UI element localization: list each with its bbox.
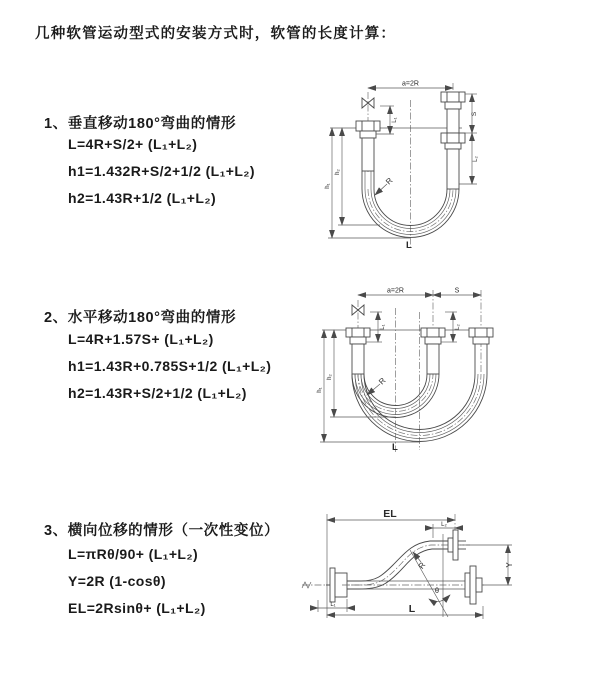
page-title: 几种软管运动型式的安装方式时，软管的长度计算： [35,26,397,42]
radius-leader [375,176,395,195]
dim-label-a2r: a=2R [402,80,419,88]
left-fitting [356,121,380,171]
right-fitting [441,92,465,189]
radius-label: R [377,376,388,387]
section-2-formula-h1: h1=1.43R+0.785S+1/2 (L₁+L₂) [68,358,272,374]
middle-fitting [421,328,445,374]
dimension-h1-h2 [317,330,420,442]
radius-label: R [416,560,428,571]
diagram-2-horizontal-bend [310,282,598,460]
dim-label-l1: L₁ [330,602,336,608]
section-3-heading: 3、横向位移的情形（一次性变位） [44,523,280,539]
section-2-heading: 2、水平移动180°弯曲的情形 [44,310,237,326]
section-2-formula-l: L=4R+1.57S+ (L₁+L₂) [68,331,214,347]
length-label: L [392,442,398,453]
dim-label-h1: h₁ [317,387,323,393]
dim-label-l1: L₁ [392,117,398,123]
section-1-heading: 1、垂直移动180°弯曲的情形 [44,116,237,132]
braided-hose-section [447,149,459,189]
radius-leader [413,552,427,571]
dim-label-l2: L₂ [473,156,479,162]
radius-label: R [384,176,395,187]
dim-label-s: S [454,287,460,295]
radius-leader [367,376,388,395]
dimension-l [327,603,483,619]
right-flange [465,566,482,604]
left-fitting [346,328,370,374]
dim-label-a2r: a=2R [387,287,404,295]
dim-label-y: Y [505,562,514,568]
dim-label-l2: L₂ [455,324,461,330]
diagram-3-lateral-displacement [300,498,600,673]
section-2-formula-h2: h2=1.43R+S/2+1/2 (L₁+L₂) [68,385,247,401]
braided-hose-section [352,344,364,374]
section-1-formula-h2: h2=1.43R+1/2 (L₁+L₂) [68,190,217,206]
length-label: L [406,240,412,251]
section-1-formula-l: L=4R+S/2+ (L₁+L₂) [68,136,198,152]
dimension-l1 [366,312,386,342]
centerlines [358,287,481,452]
dim-label-l1: L₁ [380,324,386,330]
dimension-a2r [368,81,453,89]
dimension-a2r [358,288,433,296]
braided-hose-section [427,344,439,374]
angle-label: θ [434,586,440,595]
section-3-formula-y: Y=2R (1-cosθ) [68,573,166,589]
dim-label-el: EL [383,508,397,520]
length-label: L [408,603,416,615]
section-1-formula-h1: h1=1.432R+S/2+1/2 (L₁+L₂) [68,163,255,179]
dim-label-h2: h₂ [335,169,341,175]
dim-label-h1: h₁ [325,183,331,189]
section-3-formula-l: L=πRθ/90+ (L₁+L₂) [68,546,199,562]
angle-construction [410,534,450,617]
dimension-s [433,288,481,296]
dim-label-s: S [471,111,478,117]
break-mark [302,582,311,588]
braided-hose-section [362,138,374,171]
dimension-l2 [441,312,461,342]
section-3-formula-el: EL=2Rsinθ+ (L₁+L₂) [68,600,206,616]
dim-label-h2: h₂ [327,374,333,380]
diagram-1-vertical-bend [310,76,595,254]
dim-label-l2: L₂ [441,522,447,528]
